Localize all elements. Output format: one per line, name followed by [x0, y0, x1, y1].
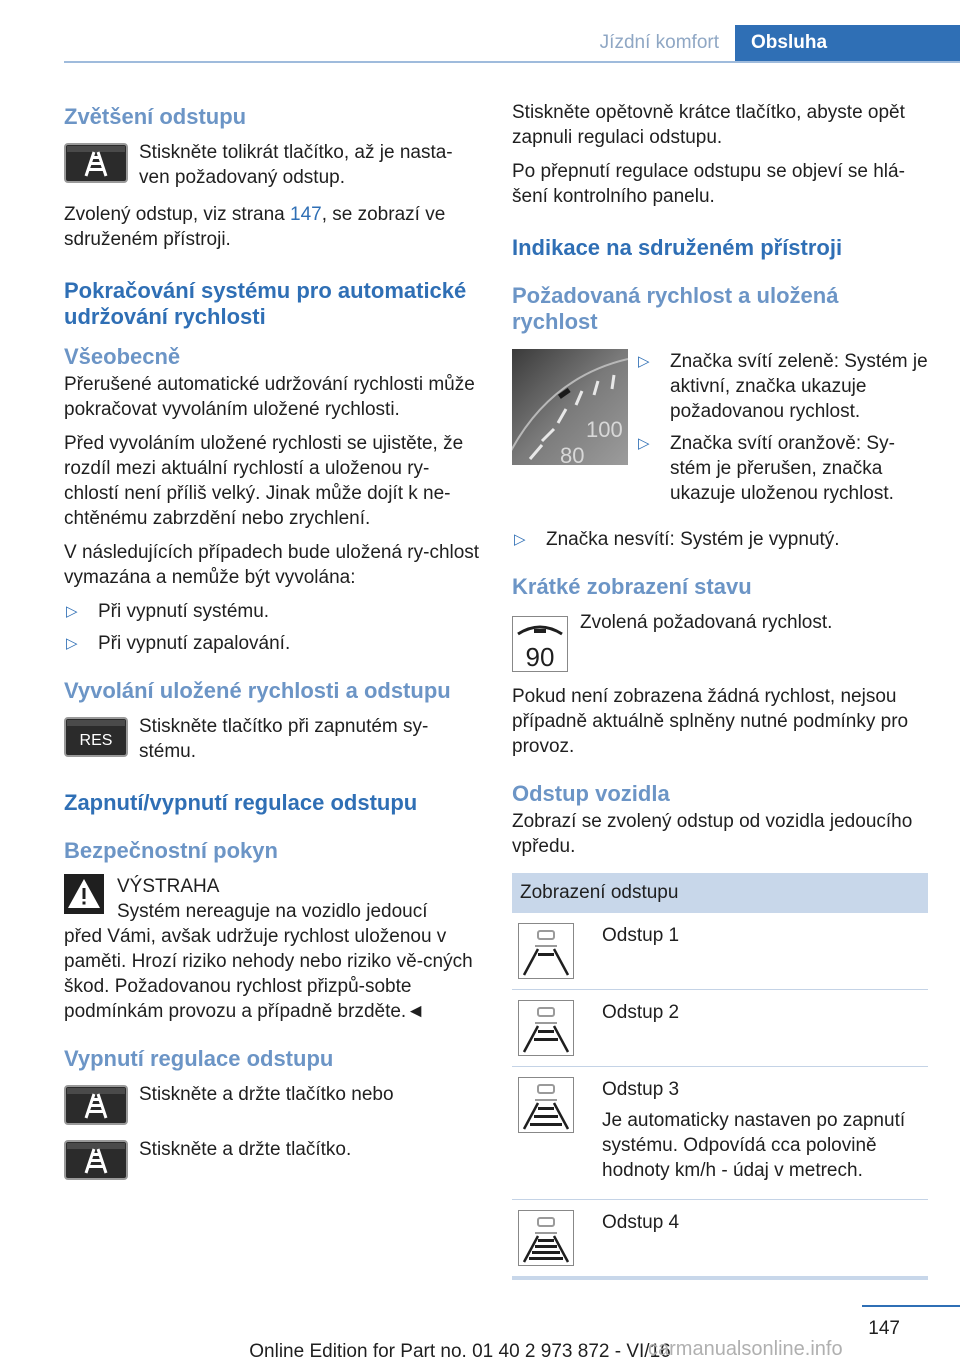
heading-zapnuti: Zapnutí/vypnutí regulace odstupu [64, 790, 418, 815]
chapter-tab: Obsluha [735, 25, 960, 61]
heading-bezpecnostni: Bezpečnostní pokyn [64, 838, 278, 863]
table-cell [602, 1210, 679, 1266]
icon-row-vypnuti-1 [64, 1082, 480, 1125]
icon-row-zvetseni [64, 140, 480, 190]
list-item [64, 631, 480, 656]
list-item-text: Při vypnutí zapalování. [98, 633, 291, 654]
text-span: , se zobrazí ve sdruženém přístroji. [64, 204, 446, 250]
row-label: Odstup 1 [602, 925, 680, 946]
heading-odstup: Odstup vozidla [512, 781, 670, 806]
speed-row [512, 610, 928, 672]
list-item-text: Značka nesvítí: Systém je vypnutý. [546, 529, 840, 550]
list-item [64, 599, 480, 624]
icon-row-res [64, 714, 480, 764]
table-row [512, 990, 928, 1067]
warning-label: VÝSTRAHA [117, 876, 220, 897]
paragraph: Zobrazí se zvolený odstup od vozidla jedoucího vpředu. [512, 811, 913, 857]
heading-indikace: Indikace na sdruženém přístroji [512, 235, 843, 260]
heading-zvetseni: Zvětšení odstupu [64, 104, 247, 129]
heading-vypnuti: Vypnutí regulace odstupu [64, 1046, 334, 1071]
footer-rule [862, 1305, 960, 1307]
zvetseni-paragraph [64, 202, 480, 252]
left-column [64, 100, 480, 1192]
warning-triangle-icon [64, 874, 104, 914]
res-button-icon [64, 717, 128, 757]
row-label: Odstup 2 [602, 1002, 680, 1023]
distance-button-icon [64, 143, 128, 183]
triangle-bullet-icon: ▷ [638, 435, 650, 452]
page-link[interactable]: 147 [290, 204, 322, 225]
set-speed-icon [512, 616, 568, 672]
table-cell [602, 1077, 928, 1189]
vypnuti-text-1: Stiskněte a držte tlačítko nebo [139, 1084, 394, 1105]
bullet-list [64, 599, 480, 656]
distance-button-icon [64, 1140, 128, 1180]
warning-text: před Vámi, avšak udržuje rychlost uloženou v paměti. Hrozí riziko nehody nebo riziko vě-cných škod. Požadovanou rychlost přizpů-sobte podmínkám provozu a případně brzděte.◄ [64, 926, 473, 1022]
warning-head-block [117, 874, 480, 924]
triangle-bullet-icon: ▷ [638, 353, 650, 370]
list-item-text: Při vypnutí systému. [98, 601, 270, 622]
row-label: Odstup 3 [602, 1079, 680, 1100]
list-item [636, 431, 928, 506]
paragraph: Po přepnutí regulace odstupu se objeví se hlá-šení kontrolního panelu. [512, 161, 905, 207]
right-column [512, 100, 928, 1280]
gauge-label-80: 80 [560, 443, 585, 465]
list-item [636, 349, 928, 424]
speed-text: Zvolená požadovaná rychlost. [580, 612, 833, 633]
distance-2-icon [518, 1000, 574, 1056]
text-span: Zvolený odstup, viz strana [64, 204, 290, 225]
paragraph: Pokud není zobrazena žádná rychlost, nejsou případně aktuálně splněny nutné podmínky pro provoz. [512, 686, 909, 757]
res-label: RES [79, 732, 113, 749]
paragraph: Před vyvoláním uložené rychlosti se ujistěte, že rozdíl mezi aktuální rychlostí a uloženou ry-chlostí není příliš velký. Jinak může dojít k ne-chtěnému zabrzdění nebo zrychlení. [64, 433, 464, 529]
warning-line: Systém nereaguje na vozidlo jedoucí [117, 901, 428, 922]
gauge-label-100: 100 [586, 417, 623, 442]
icon-row-vypnuti-2 [64, 1137, 480, 1180]
table-header: Zobrazení odstupu [512, 873, 928, 913]
watermark: carmanualsonline.info [648, 1338, 843, 1360]
triangle-bullet-icon: ▷ [514, 531, 526, 548]
distance-1-icon [518, 923, 574, 979]
row-note: Je automaticky nastaven po zapnutí systému. Odpovídá cca polovině hodnoty km/h - údaj v metrech. [602, 1110, 906, 1181]
paragraph: V následujících případech bude uložená ry-chlost vymazána a nemůže být vyvolána: [64, 542, 480, 588]
edition-note: Online Edition for Part no. 01 40 2 973 872 - VI/16 [249, 1341, 671, 1362]
bullet-list [512, 527, 928, 552]
table-row [512, 1200, 928, 1280]
table-cell [602, 1000, 679, 1056]
gauge-bullet-list [636, 349, 928, 513]
gauge-row [512, 349, 928, 523]
heading-pozadovana: Požadovaná rychlost a uložená rychlost [512, 283, 839, 334]
heading-vyvolani: Vyvolání uložené rychlosti a odstupu [64, 678, 451, 703]
distance-button-icon [64, 1085, 128, 1125]
page-number: 147 [868, 1318, 900, 1339]
list-item [512, 527, 928, 552]
distance-table [512, 873, 928, 1280]
warning-row [64, 874, 480, 924]
triangle-bullet-icon: ▷ [66, 635, 78, 652]
table-cell [602, 923, 679, 979]
paragraph: Stiskněte opětovně krátce tlačítko, abyste opět zapnuli regulaci odstupu. [512, 102, 905, 148]
distance-4-icon [518, 1210, 574, 1266]
list-item-text: Značka svítí zeleně: Systém je aktivní, značka ukazuje požadovanou rychlost. [670, 351, 928, 422]
row-label: Odstup 4 [602, 1212, 680, 1233]
heading-pokracovani: Pokračování systému pro automatické udržování rychlosti [64, 278, 467, 329]
distance-3-icon [518, 1077, 574, 1133]
table-row [512, 913, 928, 990]
speedometer-gauge-icon [512, 349, 628, 465]
table-row [512, 1067, 928, 1200]
heading-kratke: Krátké zobrazení stavu [512, 574, 752, 599]
list-item-text: Značka svítí oranžově: Sy-stém je přerušen, značka ukazuje uloženou rychlost. [670, 433, 895, 504]
res-text: Stiskněte tlačítko při zapnutém sy-stému. [139, 716, 429, 762]
zvetseni-text: Stiskněte tolikrát tlačítko, až je nasta-ven požadovaný odstup. [139, 142, 453, 188]
header-rule [64, 61, 960, 63]
speed-value: 90 [525, 642, 555, 672]
triangle-bullet-icon: ▷ [66, 603, 78, 620]
paragraph: Přerušené automatické udržování rychlosti může pokračovat vyvoláním uložené rychlosti. [64, 374, 475, 420]
heading-vseobecne: Všeobecně [64, 344, 181, 369]
section-title: Jízdní komfort [599, 32, 719, 53]
page-header [0, 25, 960, 63]
vypnuti-text-2: Stiskněte a držte tlačítko. [139, 1139, 352, 1160]
